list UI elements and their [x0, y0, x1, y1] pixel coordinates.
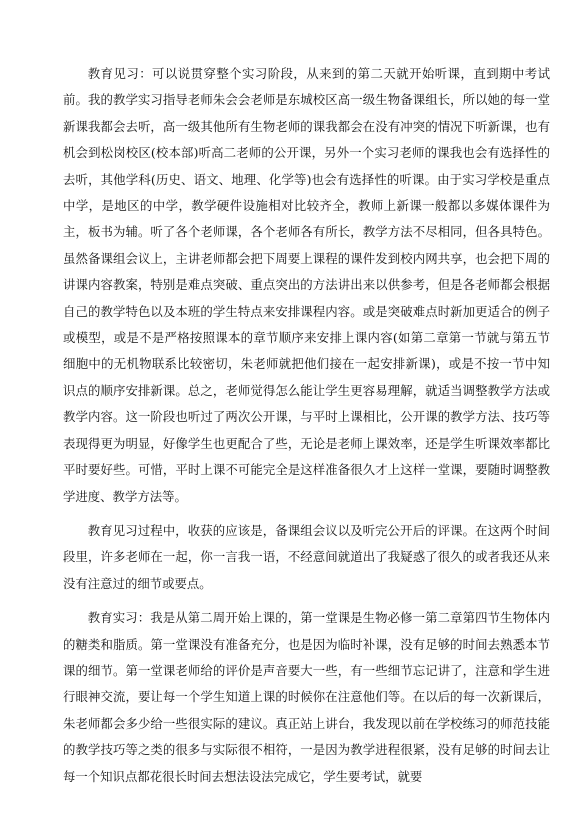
document-body	[63, 61, 550, 790]
paragraph-gains: 教育见习过程中，收获的应该是，备课组会议以及听完公开后的评课。在这两个时间段里，许多老师在一起，你一言我一语，不经意间就道出了我疑惑了很久的或者我还从来没有注意过的细节或要点。	[63, 522, 550, 591]
paragraph-practice: 教育实习：我是从第二周开始上课的，第一堂课是生物必修一第二章第四节生物体内的糖类和脂质。第一堂课没有准备充分，也是因为临时补课，没有足够的时间去熟悉本节课的细节。第一堂课老师给的评价是声音要大一些，有一些细节忘记讲了，注意和学生进行眼神交流，要让每一个学生知道上课的时候你在注意他们等。在以后的每一次新课后，朱老师都会多少给一些很实际的建议。真正站上讲台，我发现以前在学校练习的师范技能的教学技巧等之类的很多与实际很不相符，一是因为教学进程很紧，没有足够的时间去让每一个知识点都花很长时间去想法设法完成它，学生要考试，就要	[63, 610, 550, 784]
paragraph-observation: 教育见习：可以说贯穿整个实习阶段，从来到的第二天就开始听课，直到期中考试前。我的教学实习指导老师朱会会老师是东城校区高一级生物备课组长，所以她的每一堂新课我都会去听，高一级其他所有生物老师的课我都会在没有冲突的情况下听新课，也有机会到松岗校区(校本部)听高二老师的公开课，另外一个实习老师的课我也会有选择性的去听，其他学科(历史、语文、地理、化学等)也会有选择性的听课。由于实习学校是重点中学，是地区的中学，教学硬件设施相对比较齐全，教师上新课一般都以多媒体课件为主，板书为辅。听了各个老师课，各个老师各有所长，教学方法不尽相同，但各具特色。虽然备课组会议上，主讲老师都会把下周要上课程的课件发到校内网共享，也会把下周的讲课内容教案，特别是难点突破、重点突出的方法讲出来以供参考，但是各老师都会根据自己的教学特色以及本班的学生特点来安排课程内容。或是突破难点时新加更适合的例子或模型，或是不是严格按照课本的章节顺序来安排上课内容(如第二章第一节就与第五节细胞中的无机物联系比较密切，朱老师就把他们接在一起安排新课)，或是不按一节中知识点的顺序安排新课。总之，老师觉得怎么能让学生更容易理解，就适当调整教学方法或教学内容。这一阶段也听过了两次公开课，与平时上课相比，公开课的教学方法、技巧等表现得更为明显，好像学生也更配合了些，无论是老师上课效率，还是学生听课效率都比平时要好些。可惜，平时上课不可能完全是这样准备很久才上这样一堂课，要随时调整教学进度、教学方法等。	[63, 66, 550, 504]
